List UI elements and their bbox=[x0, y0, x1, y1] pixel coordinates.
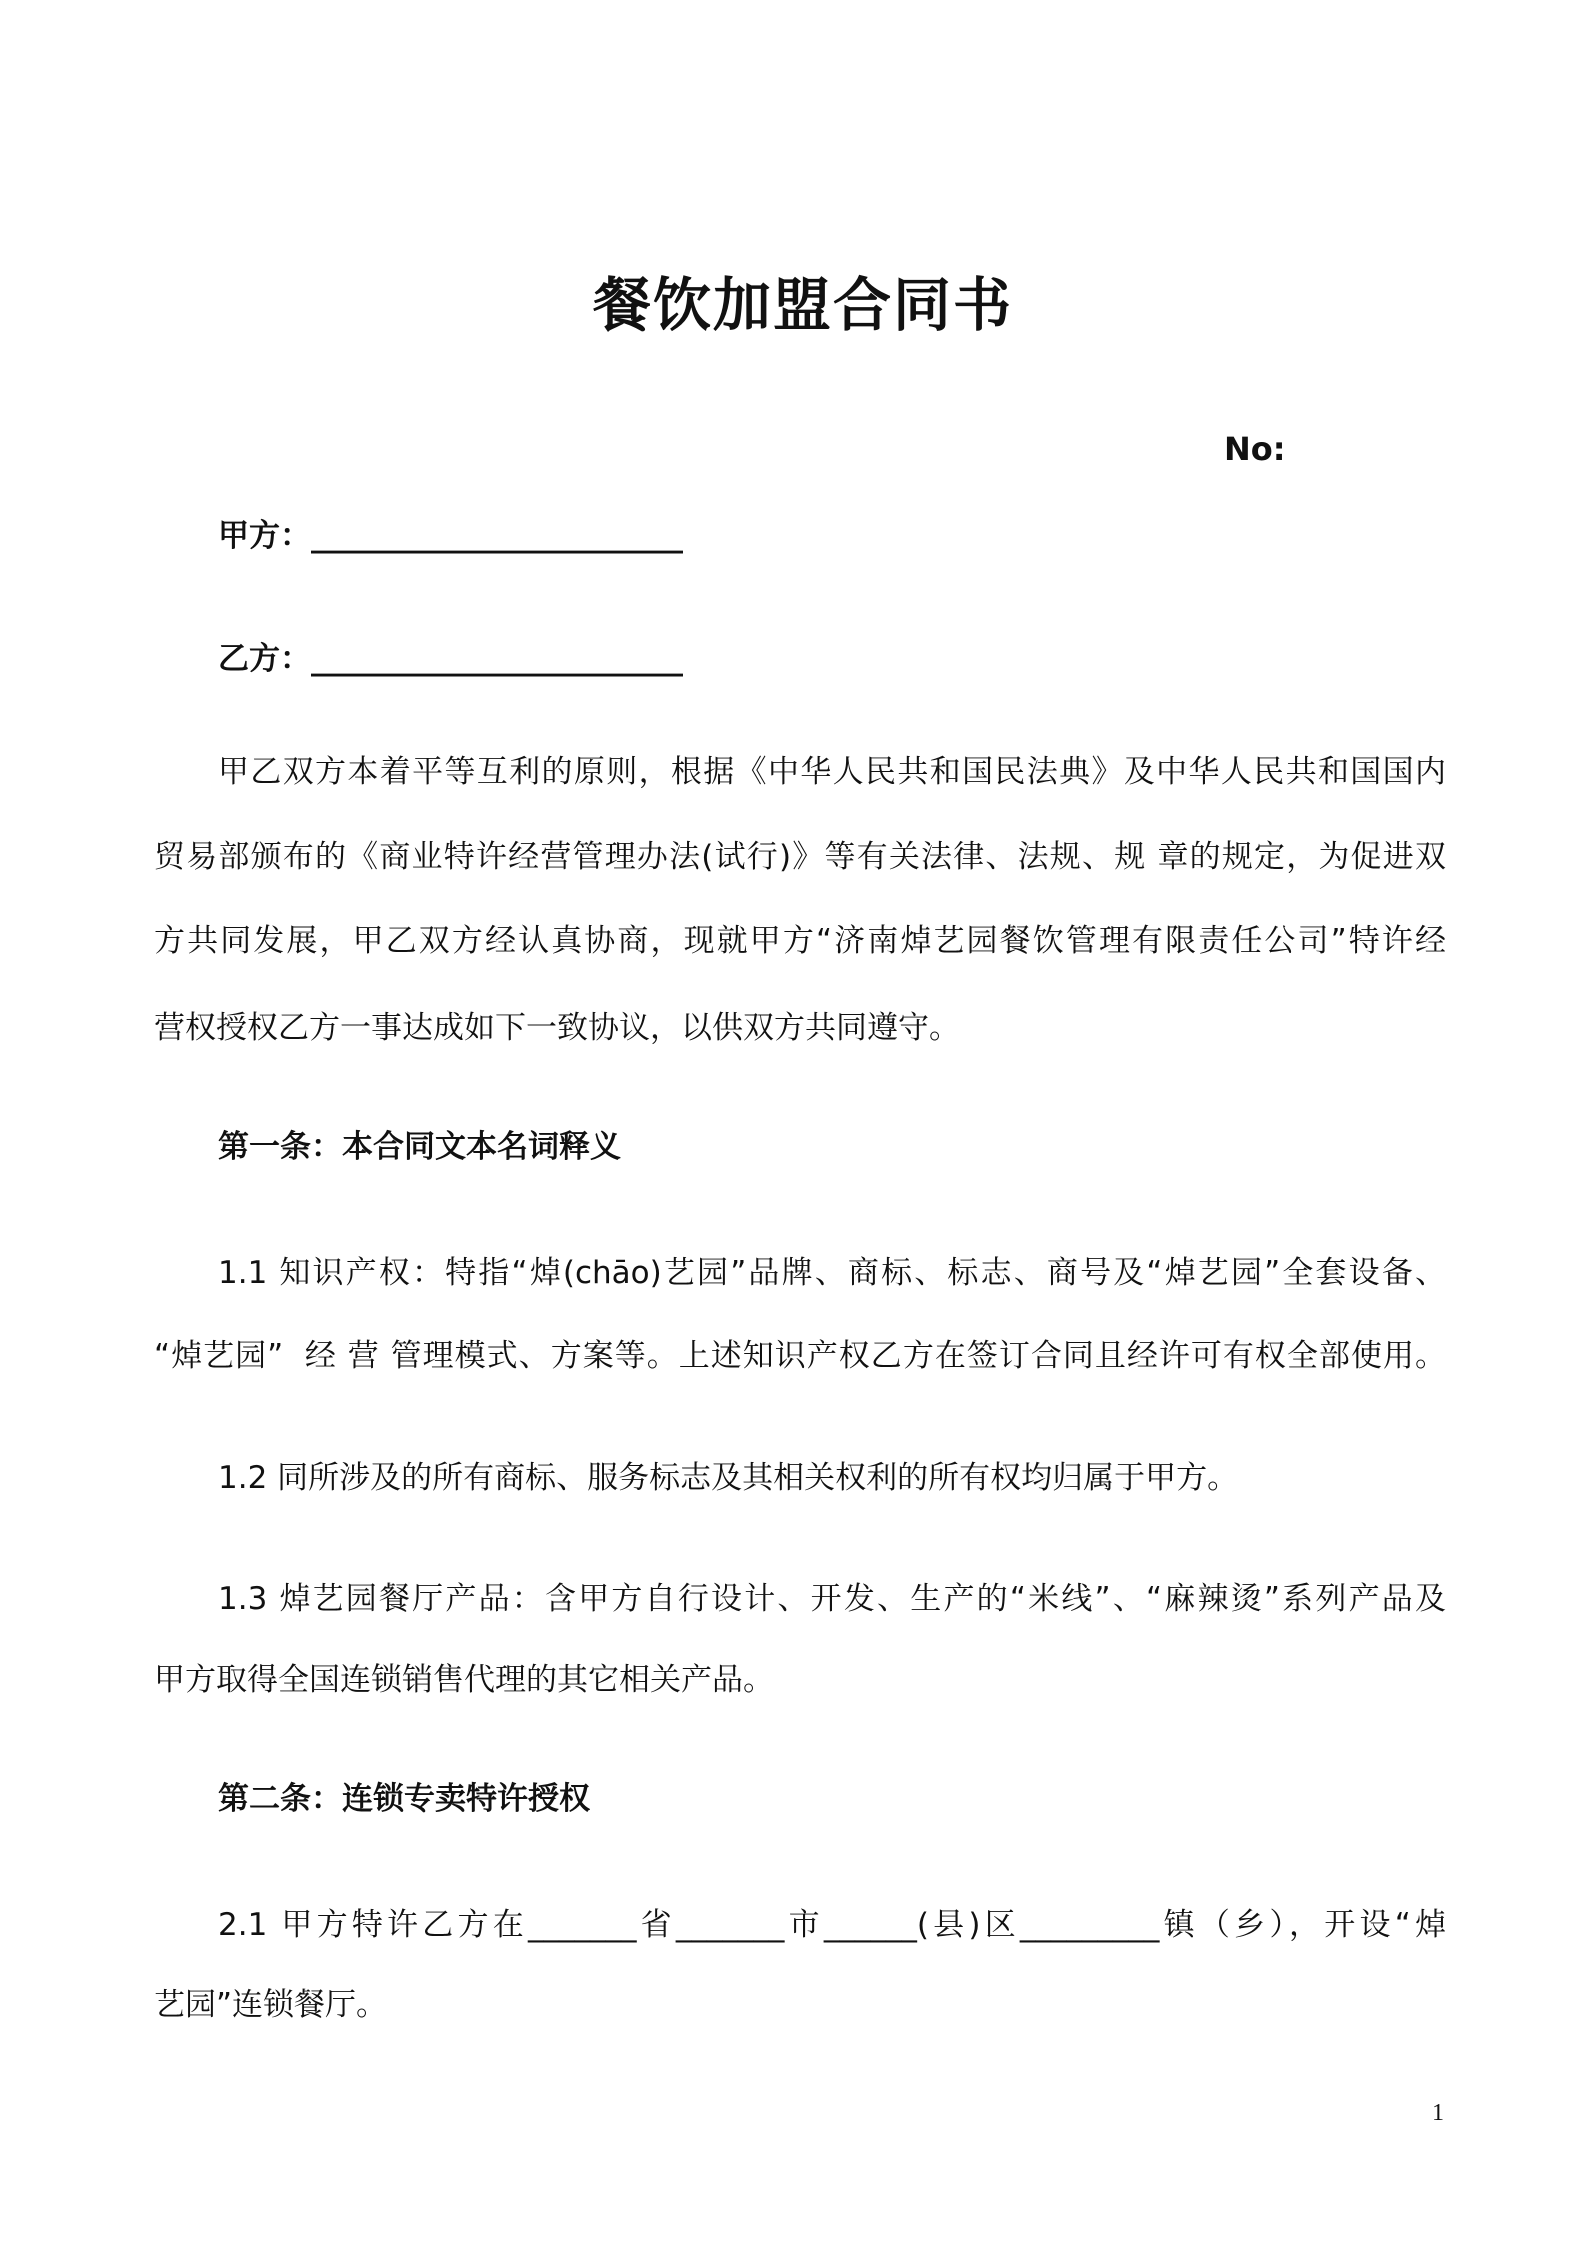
party-b-field: 乙方：________________________ bbox=[218, 641, 683, 677]
party-a-field: 甲方：________________________ bbox=[218, 518, 683, 554]
page-number: 1 bbox=[1432, 2100, 1444, 2126]
preamble-line: 贸易部颁布的《商业特许经营管理办法(试行)》等有关法律、法规、规 章的规定，为促进双 bbox=[154, 839, 1446, 875]
clause-2-1: 2.1 甲方特许乙方在_______省_______市______(县)区_________镇（乡），开设“焯 bbox=[218, 1907, 1446, 1943]
contract-number-label: No: bbox=[1224, 430, 1286, 468]
document-title: 餐饮加盟合同书 bbox=[592, 271, 1013, 339]
article-2-heading: 第二条：连锁专卖特许授权 bbox=[218, 1781, 590, 1817]
clause-2-1-cont: 艺园”连锁餐厅。 bbox=[154, 1987, 388, 2023]
clause-1-1-cont: “焯艺园” 经 营 管理模式、方案等。上述知识产权乙方在签订合同且经许可有权全部使用。 bbox=[154, 1338, 1446, 1374]
clause-1-3-cont: 甲方取得全国连锁销售代理的其它相关产品。 bbox=[154, 1662, 774, 1698]
article-1-heading: 第一条：本合同文本名词释义 bbox=[218, 1129, 621, 1165]
clause-1-1: 1.1 知识产权：特指“焯(chāo)艺园”品牌、商标、标志、商号及“焯艺园”全套设备、 bbox=[218, 1255, 1446, 1291]
preamble-line: 营权授权乙方一事达成如下一致协议，以供双方共同遵守。 bbox=[154, 1010, 960, 1046]
clause-1-2: 1.2 同所涉及的所有商标、服务标志及其相关权利的所有权均归属于甲方。 bbox=[218, 1460, 1239, 1496]
clause-1-3: 1.3 焯艺园餐厅产品：含甲方自行设计、开发、生产的“米线”、“麻辣烫”系列产品及 bbox=[218, 1581, 1446, 1617]
preamble-line: 方共同发展，甲乙双方经认真协商，现就甲方“济南焯艺园餐饮管理有限责任公司”特许经 bbox=[154, 923, 1446, 959]
preamble-line: 甲乙双方本着平等互利的原则，根据《中华人民共和国民法典》及中华人民共和国国内 bbox=[218, 754, 1446, 790]
